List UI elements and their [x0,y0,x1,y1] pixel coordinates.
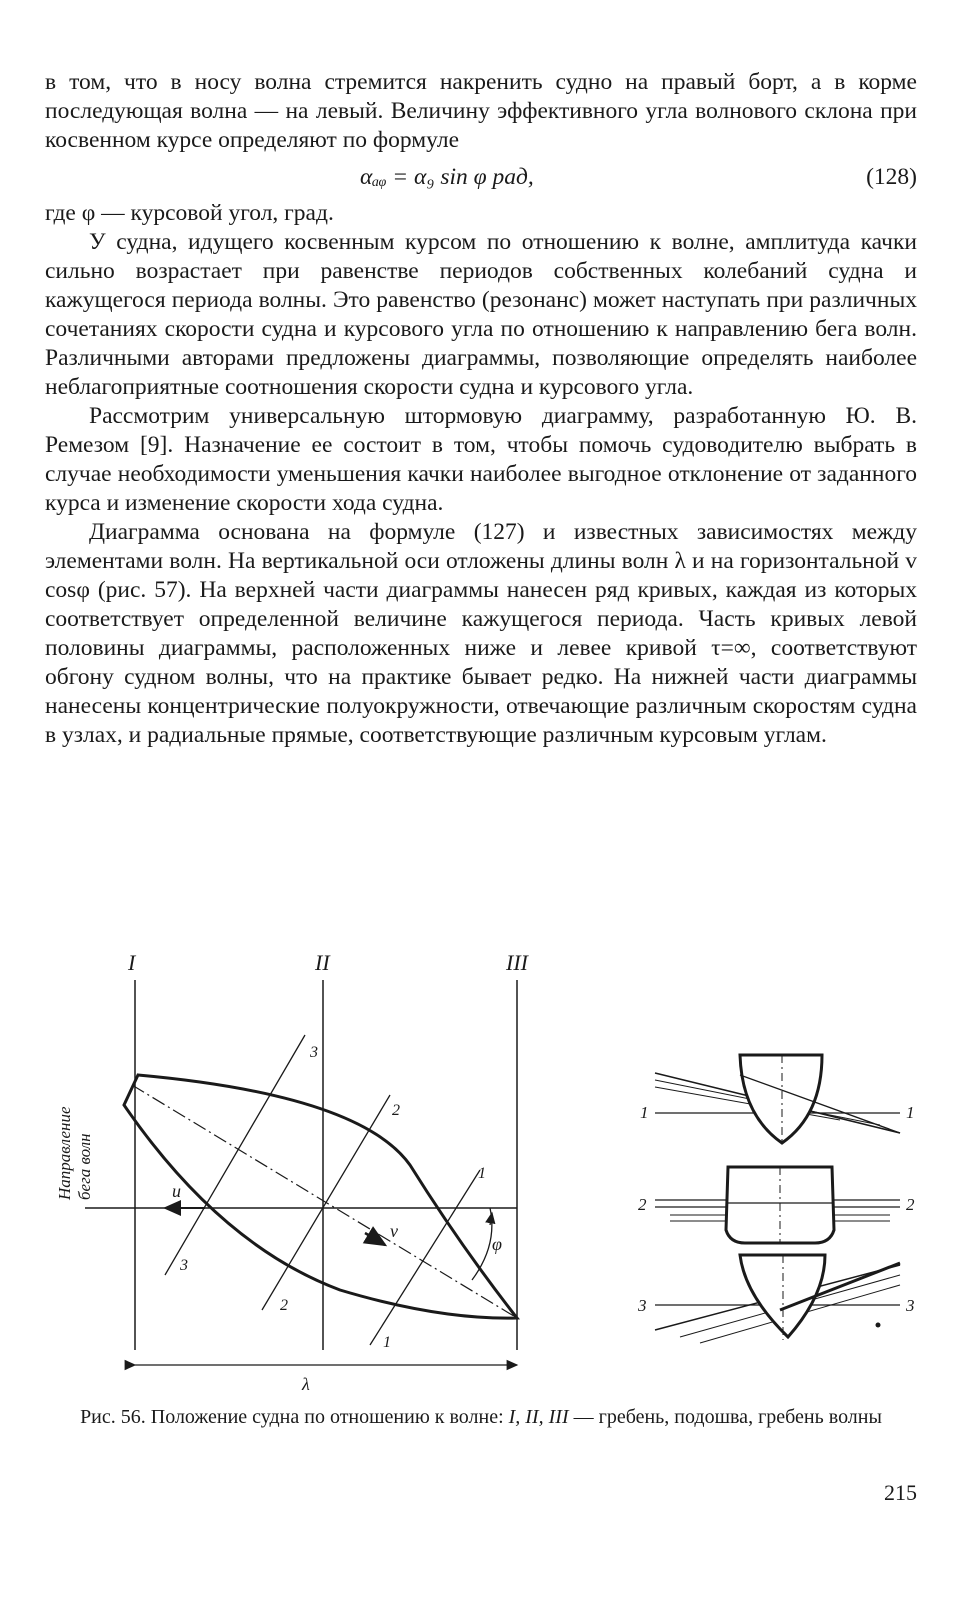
phi-label: φ [492,1234,502,1254]
section-label-3-left: 3 [638,1296,647,1315]
section-1 [655,1055,900,1143]
section-2 [655,1167,900,1243]
line-label-1-top: 1 [478,1165,486,1182]
lambda-label: λ [302,1374,310,1394]
paragraph-1: в том, что в носу волна стремится накренить судно на правый борт, а в корме последующая волна — на левый. Величину эффективного угла волнового склона при косвенном курсе определяют по формуле [45,69,917,153]
section-label-3-right: 3 [906,1296,915,1315]
body-text [45,68,917,750]
line-label-3-bottom: 3 [180,1257,188,1274]
paragraph-4: Рассмотрим универсальную штормовую диаграмму, разработанную Ю. В. Ремезом [9]. Назначение ее состоит в том, чтобы помочь судоводителю выбрать в случае необходимости уменьшения качки наиболее выгодное отклонение от заданного курса и изменение скорости хода судна. [45,403,917,516]
section-3 [655,1255,900,1343]
paragraph-2: где φ — курсовой угол, град. [45,200,334,226]
wave-line-3 [165,1035,305,1275]
line-label-2-top: 2 [392,1102,400,1119]
crest-label-3: III [506,950,528,975]
v-arrow [365,1233,385,1245]
formula-expression: αₐᵩ = α₉ sin φ рад, [360,164,534,190]
wave-direction-label-1: Направление [55,1106,74,1200]
paragraph-3: У судна, идущего косвенным курсом по отношению к волне, амплитуда качки сильно возрастает при равенстве периодов собственных колебаний судна и кажущегося периода волны. Это равенство (резонанс) может наступать при различных сочетаниях скорости судна и курсового угла по отношению к направлению бега волн. Различными авторами предложены диаграммы, позволяющие определять наиболее неблагоприятные соотношения скорости судна и курсового угла. [45,229,917,400]
formula-128 [45,155,917,199]
ship-wave-diagram [85,980,517,1365]
section-label-2-right: 2 [906,1195,915,1214]
line-label-3-top: 3 [310,1044,318,1061]
ship-hull-outline [124,1075,517,1318]
line-label-2-bottom: 2 [280,1297,288,1314]
u-label: u [172,1181,181,1201]
figure-56-drawing [40,945,940,1405]
section-label-2-left: 2 [638,1195,647,1214]
page-number: 215 [884,1480,917,1505]
ship-sections [655,1055,900,1343]
wave-direction-label-2: бега волн [75,1133,94,1200]
line-label-1-bottom: 1 [383,1334,391,1351]
figure-56 [40,945,940,1415]
crest-label-1: I [128,950,136,975]
figure-caption [45,1405,917,1429]
section-label-1-right: 1 [906,1103,915,1122]
caption-suffix: — гребень, подошва, гребень волны [568,1406,882,1428]
caption-roman: I, II, III [508,1406,569,1428]
section-label-1-left: 1 [640,1103,649,1122]
formula-number: (128) [866,164,917,190]
wave-line-1 [370,1170,480,1345]
caption-prefix: Рис. 56. Положение судна по отношению к волне: [80,1406,509,1428]
wave-line-2 [262,1095,390,1310]
v-label: v [390,1221,398,1241]
paragraph-5: Диаграмма основана на формуле (127) и известных зависимостях между элементами волн. На вертикальной оси отложены длины волн λ и на горизонтальной v cosφ (рис. 57). На верхней части диаграммы нанесен ряд кривых, каждая из которых соответствует определенной величине кажущегося периода. Часть кривых левой половины диаграммы, расположенных ниже и левее кривой τ=∞, соответствуют обгону судном волны, что на практике бывает редко. На нижней части диаграммы нанесены концентрические полуокружности, отвечающие различным скоростям судна в узлах, и радиальные прямые, соответствующие различным курсовым углам. [45,519,917,748]
crest-label-2: II [315,950,330,975]
